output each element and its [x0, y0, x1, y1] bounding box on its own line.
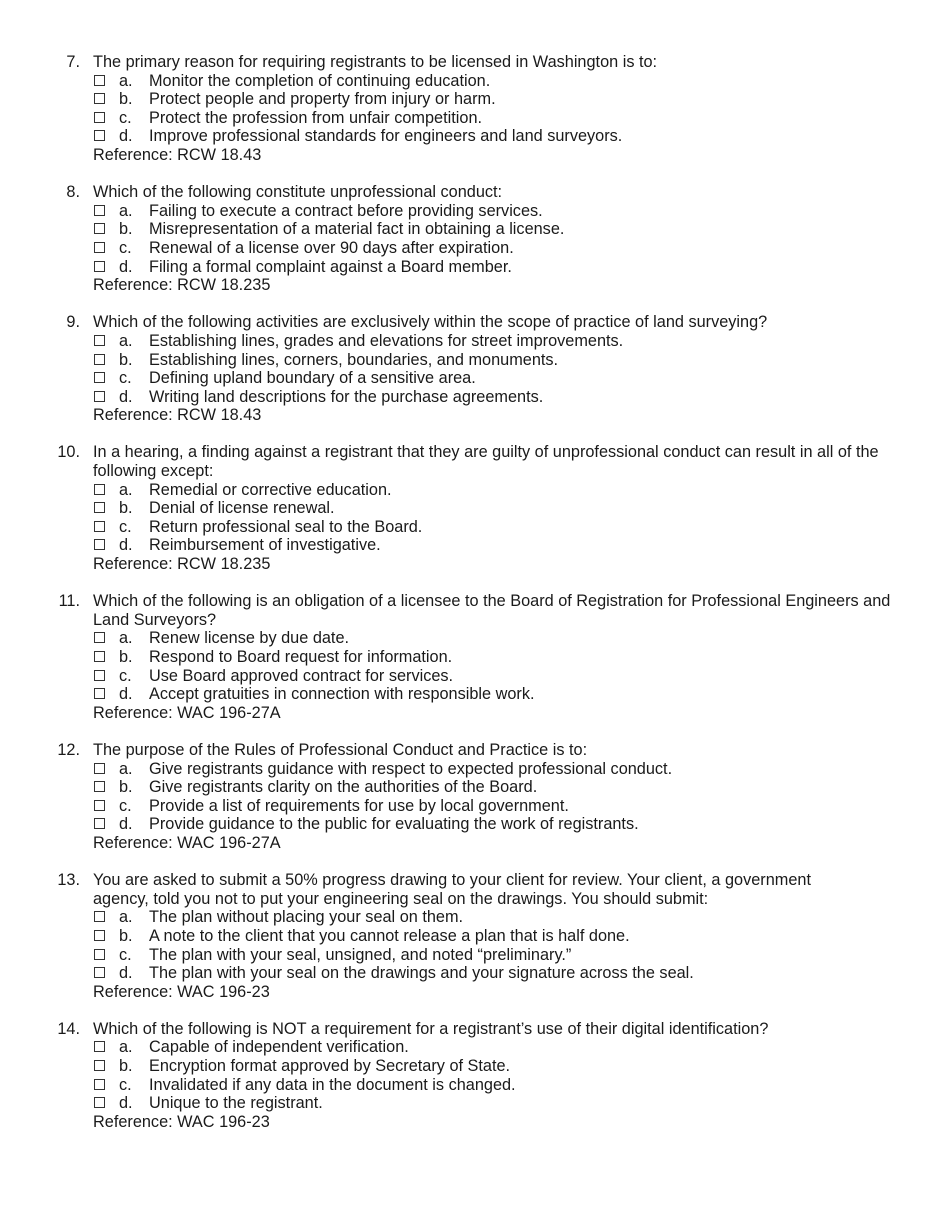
reference: Reference: RCW 18.235	[93, 276, 271, 295]
question-number: 11.	[58, 592, 80, 611]
option-text: Provide a list of requirements for use by local government.	[149, 796, 569, 815]
option-b[interactable]	[0, 90, 950, 109]
checkbox[interactable]	[94, 75, 105, 86]
checkbox[interactable]	[94, 818, 105, 829]
option-a[interactable]	[0, 760, 950, 779]
option-letter: d.	[119, 257, 133, 276]
option-d[interactable]	[0, 1094, 950, 1113]
option-letter: b.	[119, 778, 133, 797]
option-letter: a.	[119, 71, 133, 90]
option-letter: a.	[119, 629, 133, 648]
reference: Reference: WAC 196-27A	[93, 833, 281, 852]
reference: Reference: WAC 196-23	[93, 982, 270, 1001]
option-letter: d.	[119, 685, 133, 704]
question-8	[0, 183, 950, 295]
option-b[interactable]	[0, 927, 950, 946]
question-text: Which of the following is an obligation of a licensee to the Board of Registration for Professional Engineers and Land Surveyors?	[93, 592, 891, 629]
checkbox[interactable]	[94, 391, 105, 402]
checkbox[interactable]	[94, 502, 105, 513]
question-number: 7.	[66, 53, 80, 71]
option-text: Failing to execute a contract before providing services.	[149, 201, 543, 220]
option-letter: c.	[119, 1075, 132, 1094]
option-text: A note to the client that you cannot release a plan that is half done.	[149, 926, 630, 945]
option-text: Writing land descriptions for the purchase agreements.	[149, 387, 544, 406]
checkbox[interactable]	[94, 205, 105, 216]
question-number: 14.	[57, 1019, 80, 1038]
checkbox[interactable]	[94, 651, 105, 662]
option-text: Return professional seal to the Board.	[149, 517, 423, 536]
question-number: 12.	[57, 740, 80, 759]
option-letter: d.	[119, 964, 133, 983]
option-d[interactable]	[0, 964, 950, 983]
option-b[interactable]	[0, 778, 950, 797]
reference: Reference: RCW 18.43	[93, 145, 262, 164]
checkbox[interactable]	[94, 670, 105, 681]
reference: Reference: RCW 18.235	[93, 555, 271, 574]
option-letter: b.	[119, 90, 133, 109]
option-letter: d.	[119, 815, 133, 834]
option-text: Denial of license renewal.	[149, 499, 335, 518]
option-letter: c.	[119, 369, 132, 388]
option-letter: d.	[119, 536, 133, 555]
option-text: Provide guidance to the public for evaluating the work of registrants.	[149, 815, 639, 834]
option-text: Give registrants clarity on the authorities of the Board.	[149, 778, 538, 797]
option-text: Reimbursement of investigative.	[149, 536, 381, 555]
option-c[interactable]	[0, 239, 950, 258]
option-text: The plan with your seal, unsigned, and noted “preliminary.”	[149, 945, 572, 964]
option-text: Establishing lines, grades and elevations for street improvements.	[149, 331, 624, 350]
checkbox[interactable]	[94, 930, 105, 941]
question-text: Which of the following is NOT a requirement for a registrant’s use of their digital identification?	[93, 1019, 769, 1038]
option-text: Respond to Board request for information.	[149, 648, 453, 666]
option-letter: d.	[119, 387, 133, 406]
checkbox[interactable]	[94, 688, 105, 699]
option-letter: b.	[119, 648, 133, 666]
option-text: Give registrants guidance with respect to expected professional conduct.	[149, 759, 673, 778]
option-c[interactable]	[0, 369, 950, 388]
option-text: Monitor the completion of continuing education.	[149, 71, 491, 90]
option-d[interactable]	[0, 258, 950, 277]
option-text: Defining upland boundary of a sensitive area.	[149, 369, 476, 388]
option-text: Unique to the registrant.	[149, 1094, 323, 1113]
checkbox[interactable]	[94, 484, 105, 495]
option-d[interactable]	[0, 388, 950, 407]
option-c[interactable]	[0, 518, 950, 537]
option-b[interactable]	[0, 351, 950, 370]
option-letter: a.	[119, 201, 133, 220]
reference: Reference: RCW 18.43	[93, 406, 262, 425]
question-number: 10.	[57, 443, 80, 462]
option-text: Renewal of a license over 90 days after expiration.	[149, 238, 514, 257]
option-c[interactable]	[0, 109, 950, 128]
checkbox[interactable]	[94, 800, 105, 811]
option-text: Misrepresentation of a material fact in obtaining a license.	[149, 220, 565, 239]
checkbox[interactable]	[94, 763, 105, 774]
option-text: Protect people and property from injury or harm.	[149, 90, 496, 109]
checkbox[interactable]	[94, 130, 105, 141]
option-letter: d.	[119, 1094, 133, 1113]
option-a[interactable]	[0, 72, 950, 91]
option-b[interactable]	[0, 1057, 950, 1076]
option-letter: c.	[119, 517, 132, 536]
option-b[interactable]	[0, 648, 950, 667]
option-text: Improve professional standards for engineers and land surveyors.	[149, 127, 623, 146]
option-d[interactable]	[0, 685, 950, 704]
checkbox[interactable]	[94, 539, 105, 550]
option-letter: c.	[119, 796, 132, 815]
option-letter: c.	[119, 666, 132, 685]
question-10	[0, 443, 950, 573]
question-number: 13.	[57, 871, 80, 890]
option-text: Encryption format approved by Secretary of State.	[149, 1057, 511, 1076]
option-letter: b.	[119, 350, 133, 369]
option-c[interactable]	[0, 797, 950, 816]
question-text: The purpose of the Rules of Professional Conduct and Practice is to:	[93, 740, 588, 759]
checkbox[interactable]	[94, 335, 105, 346]
reference: Reference: WAC 196-27A	[93, 703, 281, 722]
question-7	[0, 53, 950, 165]
option-text: Invalidated if any data in the document is changed.	[149, 1075, 516, 1094]
checkbox[interactable]	[94, 632, 105, 643]
option-letter: b.	[119, 1057, 133, 1076]
checkbox[interactable]	[94, 521, 105, 532]
option-letter: c.	[119, 108, 132, 127]
checkbox[interactable]	[94, 1079, 105, 1090]
option-text: The plan without placing your seal on them.	[149, 908, 464, 927]
question-11	[0, 592, 950, 722]
question-14	[0, 1020, 950, 1132]
checkbox[interactable]	[94, 93, 105, 104]
question-12	[0, 741, 950, 853]
option-a[interactable]	[0, 1038, 950, 1057]
checkbox[interactable]	[94, 261, 105, 272]
checkbox[interactable]	[94, 1060, 105, 1071]
question-text: Which of the following activities are exclusively within the scope of practice of land surveying?	[93, 313, 768, 332]
option-d[interactable]	[0, 815, 950, 834]
option-b[interactable]	[0, 499, 950, 518]
checkbox[interactable]	[94, 949, 105, 960]
reference: Reference: WAC 196-23	[93, 1112, 270, 1131]
option-letter: d.	[119, 127, 133, 146]
option-c[interactable]	[0, 1076, 950, 1095]
option-c[interactable]	[0, 946, 950, 965]
question-number: 8.	[66, 183, 80, 202]
option-text: Use Board approved contract for services.	[149, 666, 454, 685]
checkbox[interactable]	[94, 223, 105, 234]
option-letter: c.	[119, 238, 132, 257]
option-text: Remedial or corrective education.	[149, 480, 392, 499]
checkbox[interactable]	[94, 372, 105, 383]
option-text: Establishing lines, corners, boundaries, and monuments.	[149, 350, 559, 369]
option-letter: a.	[119, 1038, 133, 1057]
option-text: Accept gratuities in connection with responsible work.	[149, 685, 535, 704]
option-letter: a.	[119, 759, 133, 778]
question-13	[0, 871, 950, 1001]
option-letter: b.	[119, 499, 133, 518]
checkbox[interactable]	[94, 781, 105, 792]
checkbox[interactable]	[94, 354, 105, 365]
checkbox[interactable]	[94, 1041, 105, 1052]
question-number: 9.	[66, 313, 80, 332]
option-letter: a.	[119, 480, 133, 499]
checkbox[interactable]	[94, 1097, 105, 1108]
option-a[interactable]	[0, 202, 950, 221]
option-a[interactable]	[0, 332, 950, 351]
question-text: The primary reason for requiring registrants to be licensed in Washington is to:	[93, 53, 658, 71]
checkbox[interactable]	[94, 911, 105, 922]
option-letter: c.	[119, 945, 132, 964]
option-text: Renew license by due date.	[149, 629, 350, 648]
option-c[interactable]	[0, 667, 950, 686]
option-text: Capable of independent verification.	[149, 1038, 409, 1057]
option-text: Protect the profession from unfair competition.	[149, 108, 483, 127]
question-list	[0, 53, 950, 1150]
question-text: Which of the following constitute unprofessional conduct:	[93, 183, 503, 202]
option-d[interactable]	[0, 536, 950, 555]
option-a[interactable]	[0, 481, 950, 500]
option-letter: b.	[119, 926, 133, 945]
checkbox[interactable]	[94, 967, 105, 978]
option-text: The plan with your seal on the drawings and your signature across the seal.	[149, 964, 694, 983]
checkbox[interactable]	[94, 112, 105, 123]
option-letter: a.	[119, 331, 133, 350]
option-b[interactable]	[0, 220, 950, 239]
option-letter: a.	[119, 908, 133, 927]
question-9	[0, 313, 950, 425]
option-text: Filing a formal complaint against a Board member.	[149, 257, 512, 276]
checkbox[interactable]	[94, 242, 105, 253]
option-a[interactable]	[0, 908, 950, 927]
question-text: You are asked to submit a 50% progress drawing to your client for review. Your client, a government agency, told you not to put your engineering seal on the drawings. You should submit:	[93, 871, 811, 908]
option-d[interactable]	[0, 127, 950, 146]
question-text: In a hearing, a finding against a registrant that they are guilty of unprofessional conduct can result in all of the following except:	[93, 443, 879, 481]
option-a[interactable]	[0, 629, 950, 648]
option-letter: b.	[119, 220, 133, 239]
